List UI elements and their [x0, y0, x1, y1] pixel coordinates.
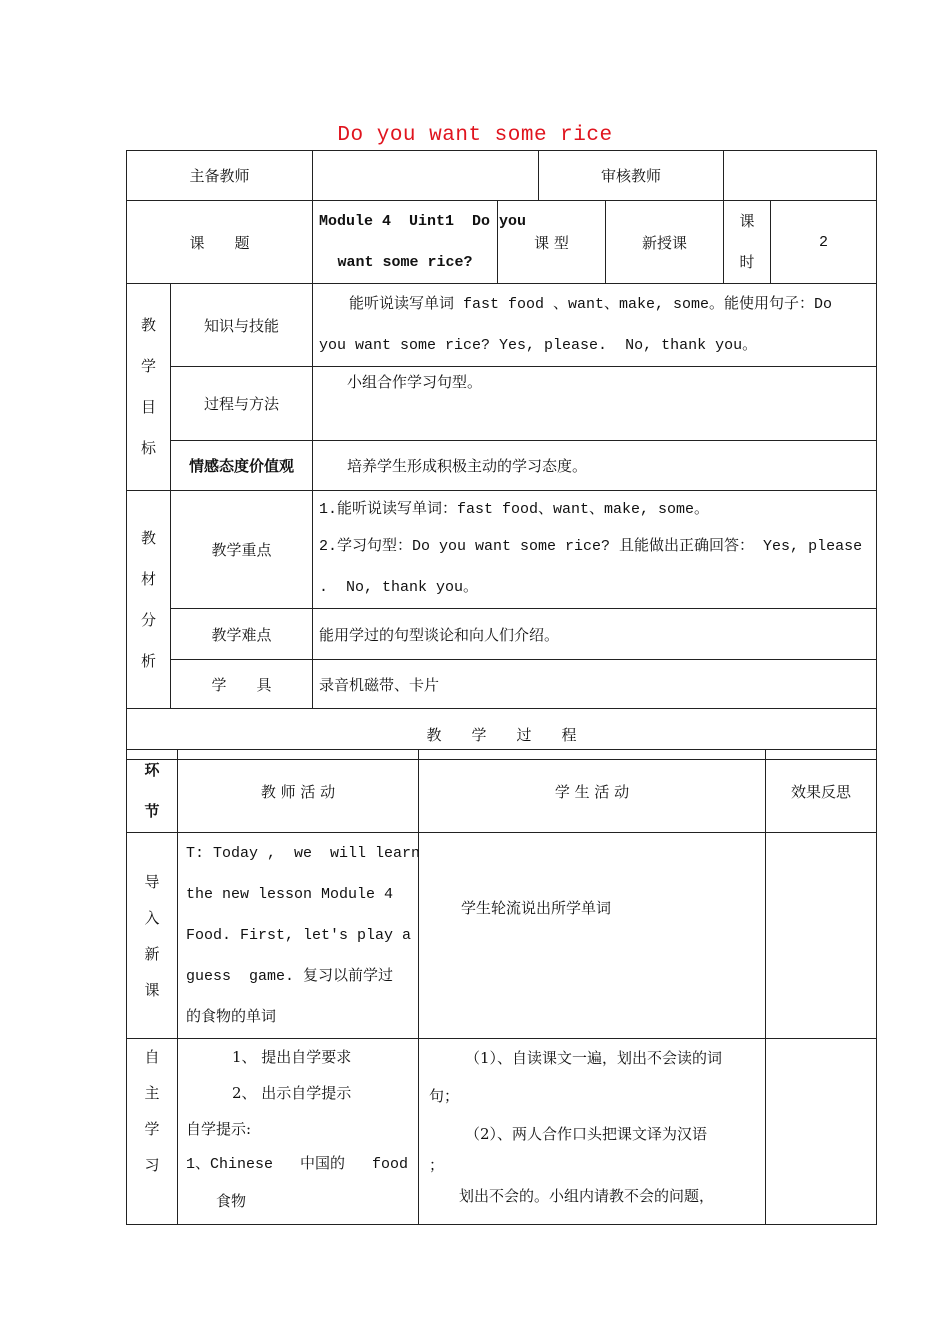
stage-intro-char: 新 [144, 944, 160, 963]
teacher-line: 自学提示: [186, 1120, 252, 1138]
analysis-char: 材 [140, 569, 156, 588]
key-points-value [313, 491, 877, 609]
teacher-line: guess game. 复习以前学过 [186, 968, 394, 985]
hours-label-char1: 课 [739, 212, 755, 230]
process-heading: 教 学 过 程 [127, 709, 877, 760]
objectives-char: 教 [140, 316, 156, 334]
stage-intro-char: 导 [144, 872, 160, 891]
lesson-type-value: 新授课 [606, 201, 724, 284]
knowledge-line1: 能听说读写单词 fast food 、want、make, some。能使用句子：Do [349, 296, 833, 313]
stage-self-student [419, 1039, 766, 1225]
hours-label-char2: 时 [739, 253, 755, 271]
stage-intro-char: 课 [144, 980, 160, 999]
stage-intro-reflection [766, 833, 877, 1039]
teacher-line: 1、Chinese 中国的 food [186, 1156, 409, 1173]
stage-header [127, 750, 178, 833]
stage-self-char: 自 [144, 1048, 160, 1066]
objectives-char: 学 [140, 357, 156, 375]
teacher-line: the new lesson Module 4 [186, 886, 394, 903]
main-teacher-value [313, 151, 539, 201]
analysis-char: 教 [140, 528, 156, 547]
analysis-char: 分 [140, 610, 156, 629]
emotion-label: 情感态度价值观 [171, 441, 313, 491]
teacher-line: 2、 出示自学提示 [232, 1084, 352, 1102]
student-line: ； [429, 1156, 445, 1174]
student-line: 划出不会的。小组内请教不会的问题， [459, 1187, 715, 1205]
stage-intro-char: 入 [144, 908, 160, 927]
hours-label [724, 201, 771, 284]
analysis-group-label [127, 491, 171, 709]
student-line: （1）、自读课文一遍，划出不会读的词 [465, 1049, 723, 1067]
tools-label: 学 具 [171, 660, 313, 709]
objectives-char: 目 [140, 398, 156, 416]
emotion-value: 培养学生形成积极主动的学习态度。 [313, 441, 877, 491]
student-line: 句； [429, 1087, 460, 1105]
review-teacher-label: 审核教师 [539, 151, 724, 201]
tools-value: 录音机磁带、卡片 [313, 660, 877, 709]
knowledge-value [313, 284, 877, 367]
stage-self-reflection [766, 1039, 877, 1225]
topic-label: 课 题 [127, 201, 313, 284]
teacher-activity-header: 教 师 活 动 [178, 750, 419, 833]
knowledge-line2: you want some rice? Yes, please. No, thank you。 [319, 337, 758, 354]
reflection-header: 效果反思 [766, 750, 877, 833]
topic-value [313, 201, 527, 284]
review-teacher-value [724, 151, 877, 201]
process-method-value: 小组合作学习句型。 [313, 367, 877, 441]
student-line: （2）、两人合作口头把课文译为汉语 [465, 1125, 708, 1143]
stage-intro-label [127, 833, 178, 1039]
difficulty-label: 教学难点 [171, 609, 313, 660]
stage-self-char: 学 [144, 1120, 160, 1138]
stage-header-char1: 环 [144, 761, 160, 779]
analysis-char: 析 [140, 651, 156, 670]
stage-self-char: 习 [144, 1156, 160, 1174]
topic-value-line1: Module 4 Uint1 Do you [319, 213, 527, 230]
stage-self-teacher [178, 1039, 419, 1225]
teacher-line: Food. First, let's play a [186, 927, 412, 944]
difficulty-value: 能用学过的句型谈论和向人们介绍。 [313, 609, 877, 660]
process-method-label: 过程与方法 [171, 367, 313, 441]
objectives-group-label [127, 284, 171, 491]
lesson-type-label: 课 型 [498, 201, 606, 284]
teacher-line: 1、 提出自学要求 [232, 1048, 352, 1066]
key-points-line2: 2.学习句型：Do you want some rice? 且能做出正确回答： Yes, please [319, 538, 863, 555]
student-activity-header: 学 生 活 动 [419, 750, 766, 833]
main-teacher-label: 主备教师 [127, 151, 313, 201]
stage-self-char: 主 [144, 1084, 160, 1102]
knowledge-label: 知识与技能 [171, 284, 313, 367]
teacher-line: 食物 [216, 1192, 247, 1210]
teacher-line: T: Today , we will learn [186, 845, 421, 862]
stage-intro-student: 学生轮流说出所学单词 [419, 833, 766, 1039]
teacher-line: 的食物的单词 [186, 1009, 277, 1026]
key-points-line3: . No, thank you。 [319, 579, 479, 596]
document-title: Do you want some rice [337, 124, 613, 147]
topic-value-line2: want some rice? [337, 254, 473, 271]
stage-header-char2: 节 [144, 802, 160, 820]
key-points-line1: 1.能听说读写单词：fast food、want、make, some。 [319, 501, 710, 518]
stage-self-label [127, 1039, 178, 1225]
teaching-process-table [126, 749, 877, 1225]
stage-intro-teacher [178, 833, 419, 1039]
lesson-info-table [126, 150, 877, 760]
key-points-label: 教学重点 [171, 491, 313, 609]
objectives-char: 标 [140, 439, 156, 457]
hours-value: 2 [771, 201, 877, 284]
